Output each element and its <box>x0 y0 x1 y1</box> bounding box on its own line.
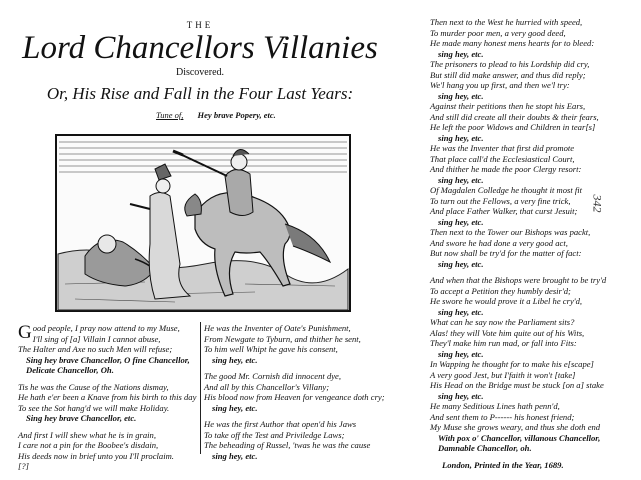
verse-line: [?] <box>18 461 29 471</box>
refrain-line: sing hey, etc. <box>438 348 484 359</box>
verse-line: He made many honest mens hearts for to bleed: <box>430 38 595 48</box>
verse-line: We'l hang you up first, and then we'l try: <box>430 80 570 90</box>
verse-line: From Newgate to Tyburn, and thither he sent, <box>204 333 361 344</box>
refrain-line: sing hey, etc. <box>438 216 484 227</box>
verse-column-3 <box>430 17 635 470</box>
verse-line: Then next to the Tower our Bishops was packt, <box>430 227 591 237</box>
verse-line: My Muse she grows weary, and thus she doth end <box>430 422 601 432</box>
verse-line: And first I will shew what he is in grain, <box>18 429 156 440</box>
refrain-line: sing hey, etc. <box>212 354 258 365</box>
verse-line: He many Seditious Lines hath penn'd, <box>430 401 560 411</box>
verse-line: And all by this Chancellor's Villany; <box>204 381 330 392</box>
tune-name: Hey brave Popery, etc. <box>197 110 276 120</box>
verse-line: Tis he was the Cause of the Nations dismay, <box>18 381 169 392</box>
verse-line: But still did make answer, and thus did reply; <box>430 69 586 80</box>
verse-line: In Wapping he thought for to make his e[scape] <box>430 359 594 369</box>
tune-line <box>156 110 276 120</box>
verse-line: The Halter and Axe no such Men will refuse; <box>18 344 173 354</box>
refrain-line: With pox o' Chancellor, villanous Chancellor, <box>438 432 601 443</box>
verse-line: A very good Jest, but I'faith it won't [take] <box>430 369 576 380</box>
verse-line: To see the Sot hang'd we will make Holiday. <box>18 402 170 413</box>
verse-line: And thither he made the poor Clergy resort: <box>430 164 582 174</box>
refrain-line: sing hey, etc. <box>438 306 484 317</box>
verse-line: Against their petitions then he stopt his Ears, <box>430 101 586 111</box>
refrain-line: Sing hey brave Chancellor, O fine Chancellor, <box>26 354 190 365</box>
catalog-number: 342 <box>590 194 605 213</box>
verse-line: To murder poor men, a very good deed, <box>430 27 566 38</box>
verse-line: He was the Inventer of Oate's Punishment, <box>204 323 351 333</box>
verse-line: Then next to the West he hurried with speed, <box>430 17 583 27</box>
verse-line: And swore he had done a very good act, <box>430 237 568 248</box>
header-the: THE <box>186 20 214 30</box>
refrain-line: sing hey, etc. <box>212 402 258 413</box>
woodcut-illustration <box>55 134 351 312</box>
refrain-line: sing hey, etc. <box>438 48 484 59</box>
verse-line: The prisoners to plead to his Lordship did cry, <box>430 59 590 69</box>
verse-line: But now shall be try'd for the matter of fact: <box>430 248 582 258</box>
verse-line: To turn out the Fellows, a very fine trick, <box>430 195 571 206</box>
ballad-subtitle: Or, His Rise and Fall in the Four Last Years: <box>46 84 354 103</box>
refrain-line: sing hey, etc. <box>438 258 484 269</box>
refrain-line: sing hey, etc. <box>438 132 484 143</box>
verse-line: What can he say now the Parliament sits? <box>430 317 575 327</box>
verse-line: Good people, I pray now attend to my Muse, <box>18 322 180 343</box>
refrain-line: sing hey, etc. <box>212 450 258 461</box>
tune-label: Tune of, <box>156 110 184 120</box>
header-discovered: Discovered. <box>175 67 225 78</box>
verse-line: Of Magdalen Colledge he thought it most fit <box>430 185 583 195</box>
refrain-line: sing hey, etc. <box>438 90 484 101</box>
verse-line: I'll sing of [a] Villain I cannot abuse, <box>32 333 161 344</box>
refrain-line: Delicate Chancellor, Oh. <box>26 365 114 375</box>
verse-line: Alas! they will Vote him quite out of his Wits, <box>430 327 585 338</box>
refrain-line: sing hey, etc. <box>438 390 484 401</box>
verse-line: To accept a Petition they humbly desir'd; <box>430 285 571 296</box>
verse-column-2 <box>204 323 400 461</box>
verse-line: His Head on the Bridge must be stuck [on a] stake <box>430 380 604 390</box>
verse-line: He hath e'er been a Knave from his birth to this day <box>18 392 197 402</box>
verse-line: To take off the Test and Priviledge Laws; <box>204 429 345 440</box>
verse-line: And when that the Bishops were brought to be try'd <box>430 275 607 285</box>
ballad-title: Lord Chancellors Villanies <box>22 30 378 66</box>
verse-line: He left the poor Widows and Children in tear[s] <box>430 122 596 132</box>
verse-line: That place call'd the Ecclesiastical Court, <box>430 153 575 164</box>
column-divider <box>200 322 201 454</box>
verse-line: I care not a pin for the Boobee's disdain, <box>18 440 159 450</box>
verse-line: His deeds now in brief unto you I'll proclaim. <box>18 450 174 461</box>
verse-line: To him well Whipt he gave his consent, <box>204 344 338 354</box>
verse-line: And place Father Walker, that curst Jesuit; <box>430 206 578 216</box>
refrain-line: sing hey, etc. <box>438 174 484 185</box>
refrain-line: Damnable Chancellor, oh. <box>438 443 532 453</box>
verse-line: He swore he would prove it a Libel he cry'd, <box>430 296 583 306</box>
verse-line: His blood now from Heaven for vengeance doth cry; <box>204 392 385 402</box>
verse-line: He was the Inventer that first did promote <box>430 143 575 153</box>
verse-line: And still did create all their doubts & their fears, <box>430 111 599 122</box>
refrain-line: Sing hey brave Chancellor, etc. <box>26 413 137 423</box>
imprint-line: London, Printed in the Year, 1689. <box>442 459 564 470</box>
verse-line: The good Mr. Cornish did innocent dye, <box>204 371 342 381</box>
drop-cap: G <box>18 322 32 343</box>
verse-line: And sent them to P------ his honest friend; <box>430 411 575 422</box>
verse-line: They'l make him run mad, or fall into Fits: <box>430 338 577 348</box>
verse-line: The beheading of Russel, 'twas he was the cause <box>204 440 371 450</box>
verse-column-1 <box>18 323 198 472</box>
verse-line: He was the first Author that open'd his Jaws <box>204 419 357 429</box>
